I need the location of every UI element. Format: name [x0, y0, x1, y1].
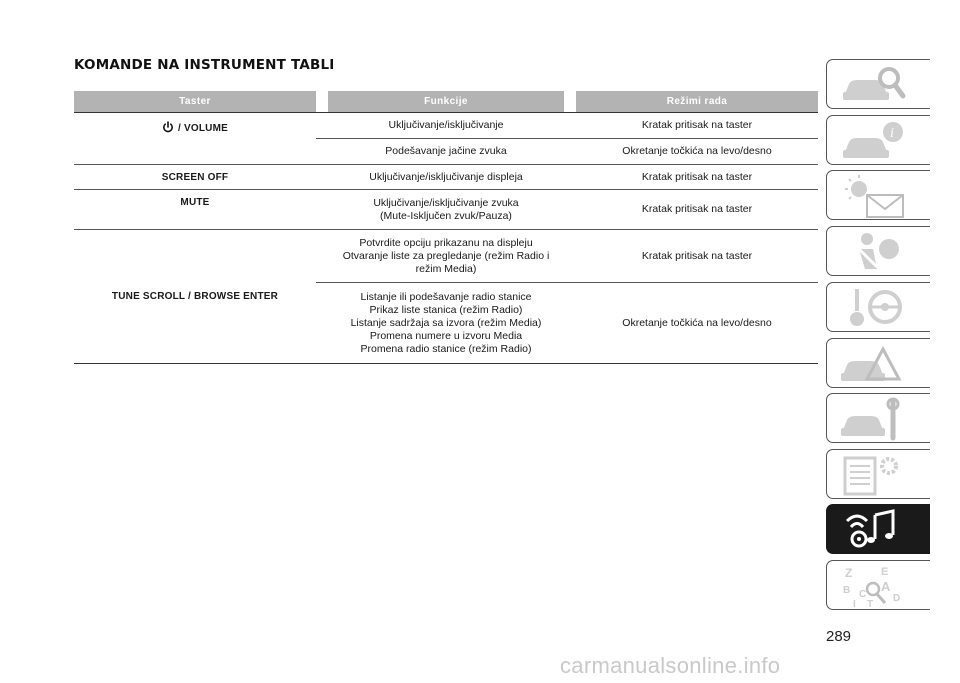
tab-car-search[interactable] — [826, 59, 930, 109]
svg-text:i: i — [890, 126, 894, 141]
header-modes: Režimi rada — [576, 91, 818, 113]
tab-technical-data[interactable] — [826, 449, 930, 499]
power-icon — [162, 121, 174, 133]
button-mute: MUTE — [74, 190, 316, 230]
svg-text:D: D — [893, 593, 901, 604]
alphabet-index-icon — [837, 563, 907, 609]
controls-table — [74, 91, 818, 364]
car-info-icon — [837, 118, 907, 164]
function-cell: Uključivanje/isključivanje displeja — [328, 165, 564, 190]
svg-text:C: C — [859, 589, 867, 600]
car-wrench-icon — [837, 396, 907, 442]
tab-servicing[interactable] — [826, 393, 930, 443]
tab-safety[interactable] — [826, 226, 930, 276]
function-cell: Uključivanje/isključivanje — [328, 113, 564, 139]
button-tune-scroll: TUNE SCROLL / BROWSE ENTER — [74, 230, 316, 364]
tab-alphabetical-index[interactable] — [826, 560, 930, 610]
function-line: Otvaranje liste za pregledanje (režim Radio i — [342, 249, 550, 262]
function-line: Uključivanje/isključivanje zvuka — [373, 196, 519, 209]
watermark: carmanualsonline.info — [560, 653, 781, 678]
tab-emergency[interactable] — [826, 338, 930, 388]
function-cell — [328, 230, 564, 283]
page-title: KOMANDE NA INSTRUMENT TABLI — [74, 57, 335, 73]
function-line: Listanje ili podešavanje radio stanice — [360, 290, 532, 303]
button-volume — [74, 113, 316, 165]
warning-light-mail-icon — [837, 173, 907, 219]
svg-text:Z: Z — [845, 566, 853, 580]
svg-text:E: E — [881, 566, 889, 578]
mode-cell: Kratak pritisak na taster — [576, 190, 818, 230]
mode-cell: Okretanje točkića na levo/desno — [576, 139, 818, 165]
table-row — [74, 230, 818, 283]
svg-text:I: I — [853, 599, 856, 609]
key-steering-wheel-icon — [837, 285, 907, 331]
page-number: 289 — [826, 628, 852, 645]
function-line: (Mute-Isključen zvuk/Pauza) — [380, 209, 512, 222]
function-line: Promena radio stanice (režim Radio) — [360, 342, 532, 355]
function-line: Potvrdite opciju prikazanu na displeju — [359, 236, 533, 249]
multimedia-music-icon — [837, 507, 907, 553]
mode-cell: Kratak pritisak na taster — [576, 113, 818, 139]
function-line: Promena numere u izvoru Media — [369, 329, 523, 342]
function-line: Listanje sadržaja sa izvora (režim Media) — [350, 316, 542, 329]
function-cell — [328, 283, 564, 364]
tab-multimedia[interactable] — [826, 504, 930, 554]
tab-starting-driving[interactable] — [826, 282, 930, 332]
table-row — [74, 190, 818, 230]
mode-cell: Kratak pritisak na taster — [576, 230, 818, 283]
car-search-icon — [837, 62, 907, 108]
svg-text:A: A — [881, 579, 891, 594]
function-line: režim Media) — [415, 262, 477, 275]
spec-sheet-gear-icon — [837, 452, 907, 498]
tab-warning-lights[interactable] — [826, 170, 930, 220]
button-screen-off: SCREEN OFF — [74, 165, 316, 190]
table-row — [74, 165, 818, 190]
header-button: Taster — [74, 91, 316, 113]
table-header-row — [74, 91, 818, 113]
function-cell: Podešavanje jačine zvuka — [328, 139, 564, 165]
tab-car-info[interactable] — [826, 115, 930, 165]
svg-text:B: B — [843, 585, 851, 596]
mode-cell: Okretanje točkića na levo/desno — [576, 283, 818, 364]
airbag-seatbelt-icon — [837, 229, 907, 275]
header-functions: Funkcije — [328, 91, 564, 113]
table-row — [74, 113, 818, 139]
button-label: / VOLUME — [178, 123, 228, 134]
function-line: Prikaz liste stanica (režim Radio) — [369, 303, 523, 316]
car-warning-triangle-icon — [837, 341, 907, 387]
svg-text:T: T — [867, 599, 874, 609]
function-cell — [328, 190, 564, 230]
mode-cell: Kratak pritisak na taster — [576, 165, 818, 190]
